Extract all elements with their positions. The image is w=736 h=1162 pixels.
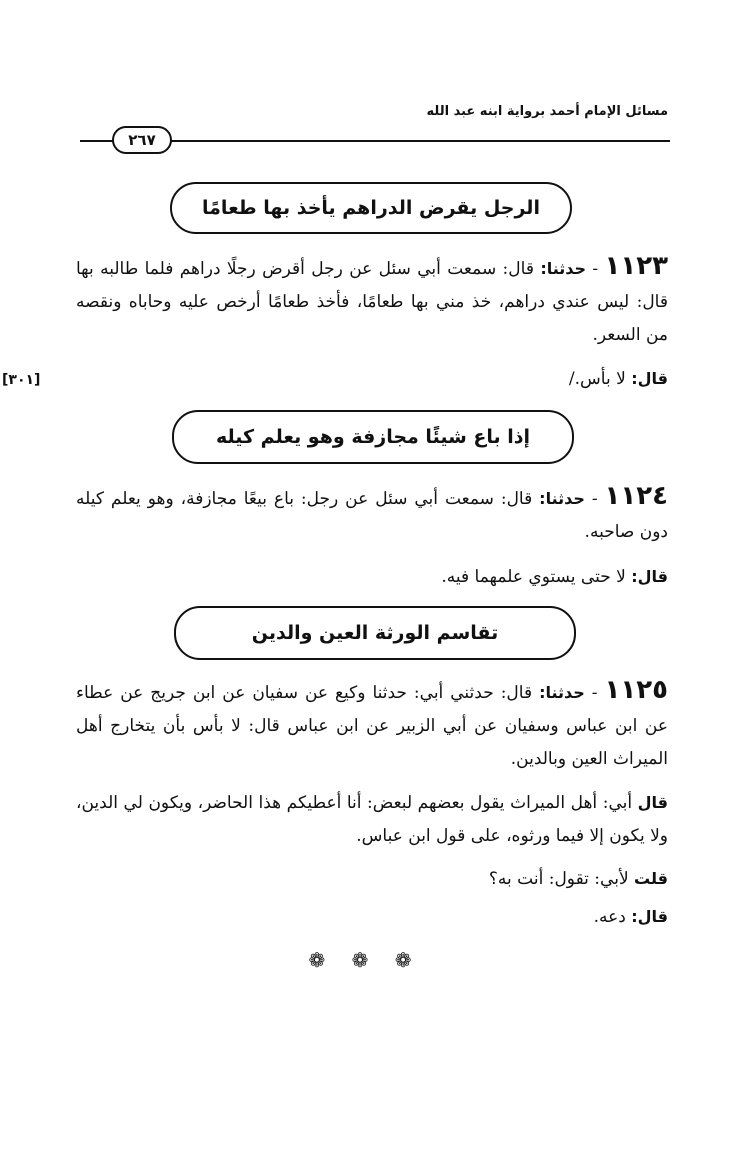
ruling-1125-c [76, 900, 668, 934]
ruling-text: لأبي: تقول: أنت به؟ [488, 869, 635, 889]
ruling-label: قال: [631, 369, 668, 388]
hadith-number: ١١٢٥ [604, 675, 668, 705]
ruling-text: أبي: أهل الميراث يقول بعضهم لبعض: أنا أعطيكم هذا الحاضر، ويكون لي الدين، ولا يكون إلا فيما ورثوه، على قول ابن عباس. [76, 793, 668, 846]
ruling-label: قال: [631, 567, 668, 586]
ruling-1125-b [76, 862, 668, 896]
narration-marker: حدثنا: [539, 489, 585, 508]
hadith-dash: - [584, 683, 605, 703]
hadith-1125 [76, 674, 668, 776]
ruling-label: قال [637, 793, 668, 812]
ruling-text: لا حتى يستوي علمهما فيه. [441, 567, 632, 587]
chapter-heading-1-text: الرجل يقرض الدراهم يأخذ بها طعامًا [202, 197, 540, 219]
ruling-1123 [76, 362, 668, 396]
hadith-1124 [76, 480, 668, 549]
chapter-heading-2 [172, 410, 574, 464]
hadith-text: قال: سمعت أبي سئل عن رجل أقرض رجلًا دراهم فلما طالبه بها قال: ليس عندي دراهم، خذ مني بها طعامًا، فأخذ طعامًا أرخص عليه وحاباه ونقصه من السعر. [76, 259, 668, 345]
hadith-number: ١١٢٤ [604, 481, 668, 511]
narration-marker: حدثنا: [540, 259, 587, 278]
running-title: مسائل الإمام أحمد برواية ابنه عبد الله [426, 104, 668, 119]
hadith-dash: - [584, 489, 605, 509]
ruling-text: لا بأس./ [568, 369, 632, 389]
hadith-number: ١١٢٣ [604, 251, 668, 281]
hadith-dash: - [586, 259, 605, 279]
ruling-1125-a [76, 786, 668, 853]
chapter-heading-3 [174, 606, 576, 660]
chapter-heading-1 [170, 182, 572, 234]
hadith-1123 [76, 250, 668, 352]
page-number: ٢٦٧ [112, 126, 172, 154]
narration-marker: حدثنا: [539, 683, 585, 702]
flower-ornaments-icon: ❁ ❁ ❁ [308, 948, 422, 972]
margin-reference: [٣٠١] [2, 372, 41, 388]
chapter-heading-3-text: تقاسم الورثة العين والدين [251, 622, 499, 644]
ruling-label: قلت [634, 869, 668, 888]
ruling-text: دعه. [593, 907, 632, 927]
ruling-label: قال: [631, 907, 668, 926]
chapter-heading-2-text: إذا باع شيئًا مجازفة وهو يعلم كيله [215, 426, 531, 448]
hadith-text: قال: سمعت أبي سئل عن رجل: باع بيعًا مجازفة، وهو يعلم كيله دون صاحبه. [76, 489, 668, 542]
ruling-1124 [76, 560, 668, 594]
hadith-text: قال: حدثني أبي: حدثنا وكيع عن سفيان عن ابن جريج عن عطاء عن ابن عباس وسفيان عن أبي الزبير عن ابن عباس قال: لا بأس بأن يتخارج أهل الميراث العين وبالدين. [76, 683, 668, 769]
